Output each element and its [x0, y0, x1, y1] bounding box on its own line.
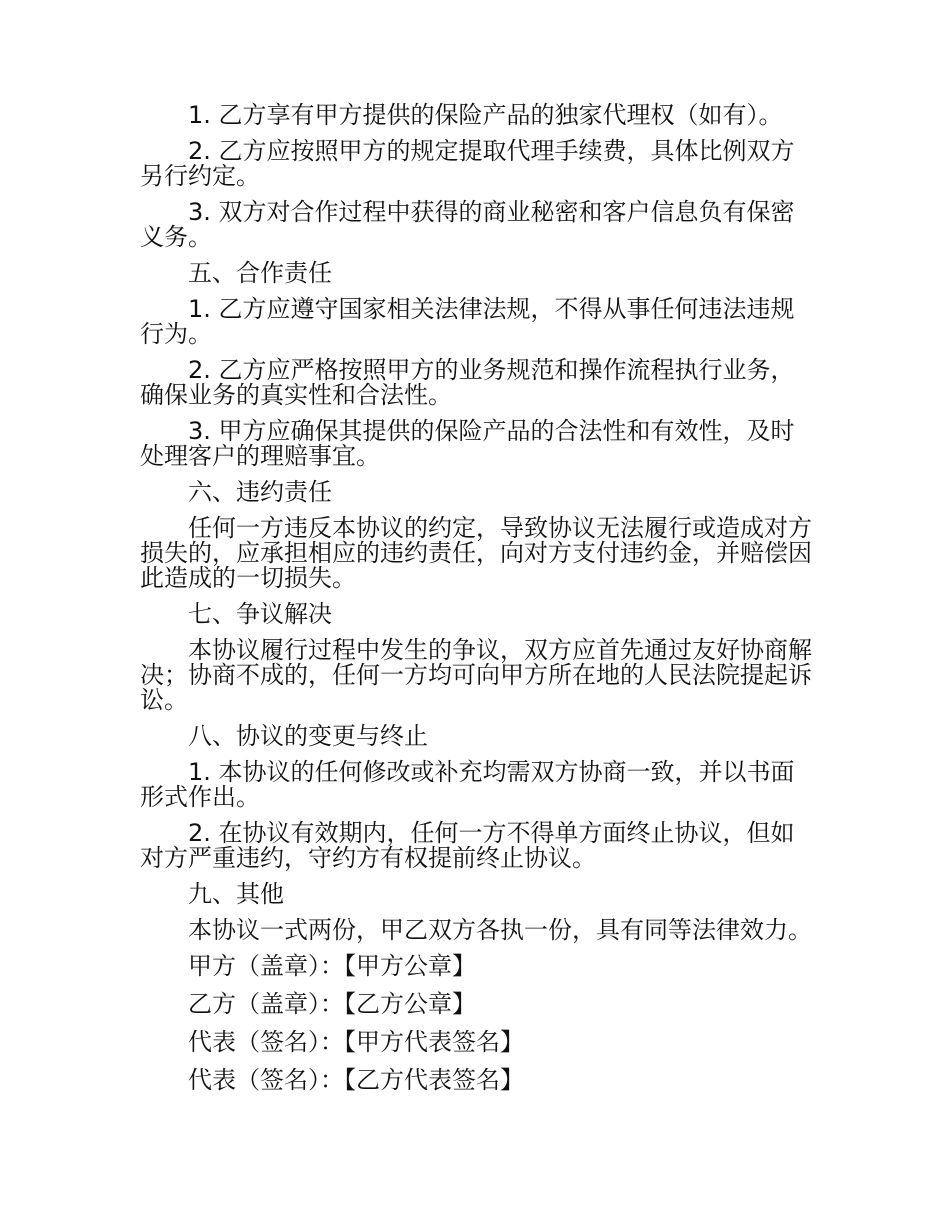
section-heading: 八、协议的变更与终止 [188, 722, 428, 750]
signature-party-b-rep: 代表（签名）：【乙方代表签名】 [188, 1066, 524, 1094]
document-page [140, 103, 812, 1106]
clause-paragraph: 2. 乙方应严格按照甲方的业务规范和操作流程执行业务，确保业务的真实性和合法性。 [140, 356, 795, 409]
clause-paragraph: 3. 双方对合作过程中获得的商业秘密和客户信息负有保密义务。 [140, 198, 795, 251]
clause-paragraph: 1. 乙方享有甲方提供的保险产品的独家代理权（如有）。 [188, 101, 783, 129]
signature-block [140, 954, 812, 1093]
section-heading: 五、合作责任 [188, 259, 332, 287]
clause-paragraph: 1. 本协议的任何修改或补充均需双方协商一致，并以书面形式作出。 [140, 758, 795, 811]
section-heading: 七、争议解决 [188, 600, 332, 628]
signature-party-b-seal: 乙方（盖章）：【乙方公章】 [188, 990, 476, 1018]
section-heading: 九、其他 [188, 880, 284, 908]
clause-paragraph: 1. 乙方应遵守国家相关法律法规，不得从事任何违法违规行为。 [140, 295, 795, 348]
clause-paragraph: 3. 甲方应确保其提供的保险产品的合法性和有效性，及时处理客户的理赔事宜。 [140, 417, 795, 470]
signature-party-a-seal: 甲方（盖章）：【甲方公章】 [188, 952, 476, 980]
signature-party-a-rep: 代表（签名）：【甲方代表签名】 [188, 1028, 524, 1056]
clause-paragraph: 2. 乙方应按照甲方的规定提取代理手续费，具体比例双方另行约定。 [140, 137, 795, 190]
clause-paragraph: 2. 在协议有效期内，任何一方不得单方面终止协议，但如对方严重违约，守约方有权提前终止协议。 [140, 819, 795, 872]
clause-paragraph: 任何一方违反本协议的约定，导致协议无法履行或造成对方损失的，应承担相应的违约责任，向对方支付违约金，并赔偿因此造成的一切损失。 [140, 514, 812, 592]
clause-paragraph: 本协议履行过程中发生的争议，双方应首先通过友好协商解决；协商不成的，任何一方均可向甲方所在地的人民法院提起诉讼。 [140, 636, 812, 714]
section-heading: 六、违约责任 [188, 478, 332, 506]
clause-paragraph: 本协议一式两份，甲乙双方各执一份，具有同等法律效力。 [188, 916, 812, 944]
